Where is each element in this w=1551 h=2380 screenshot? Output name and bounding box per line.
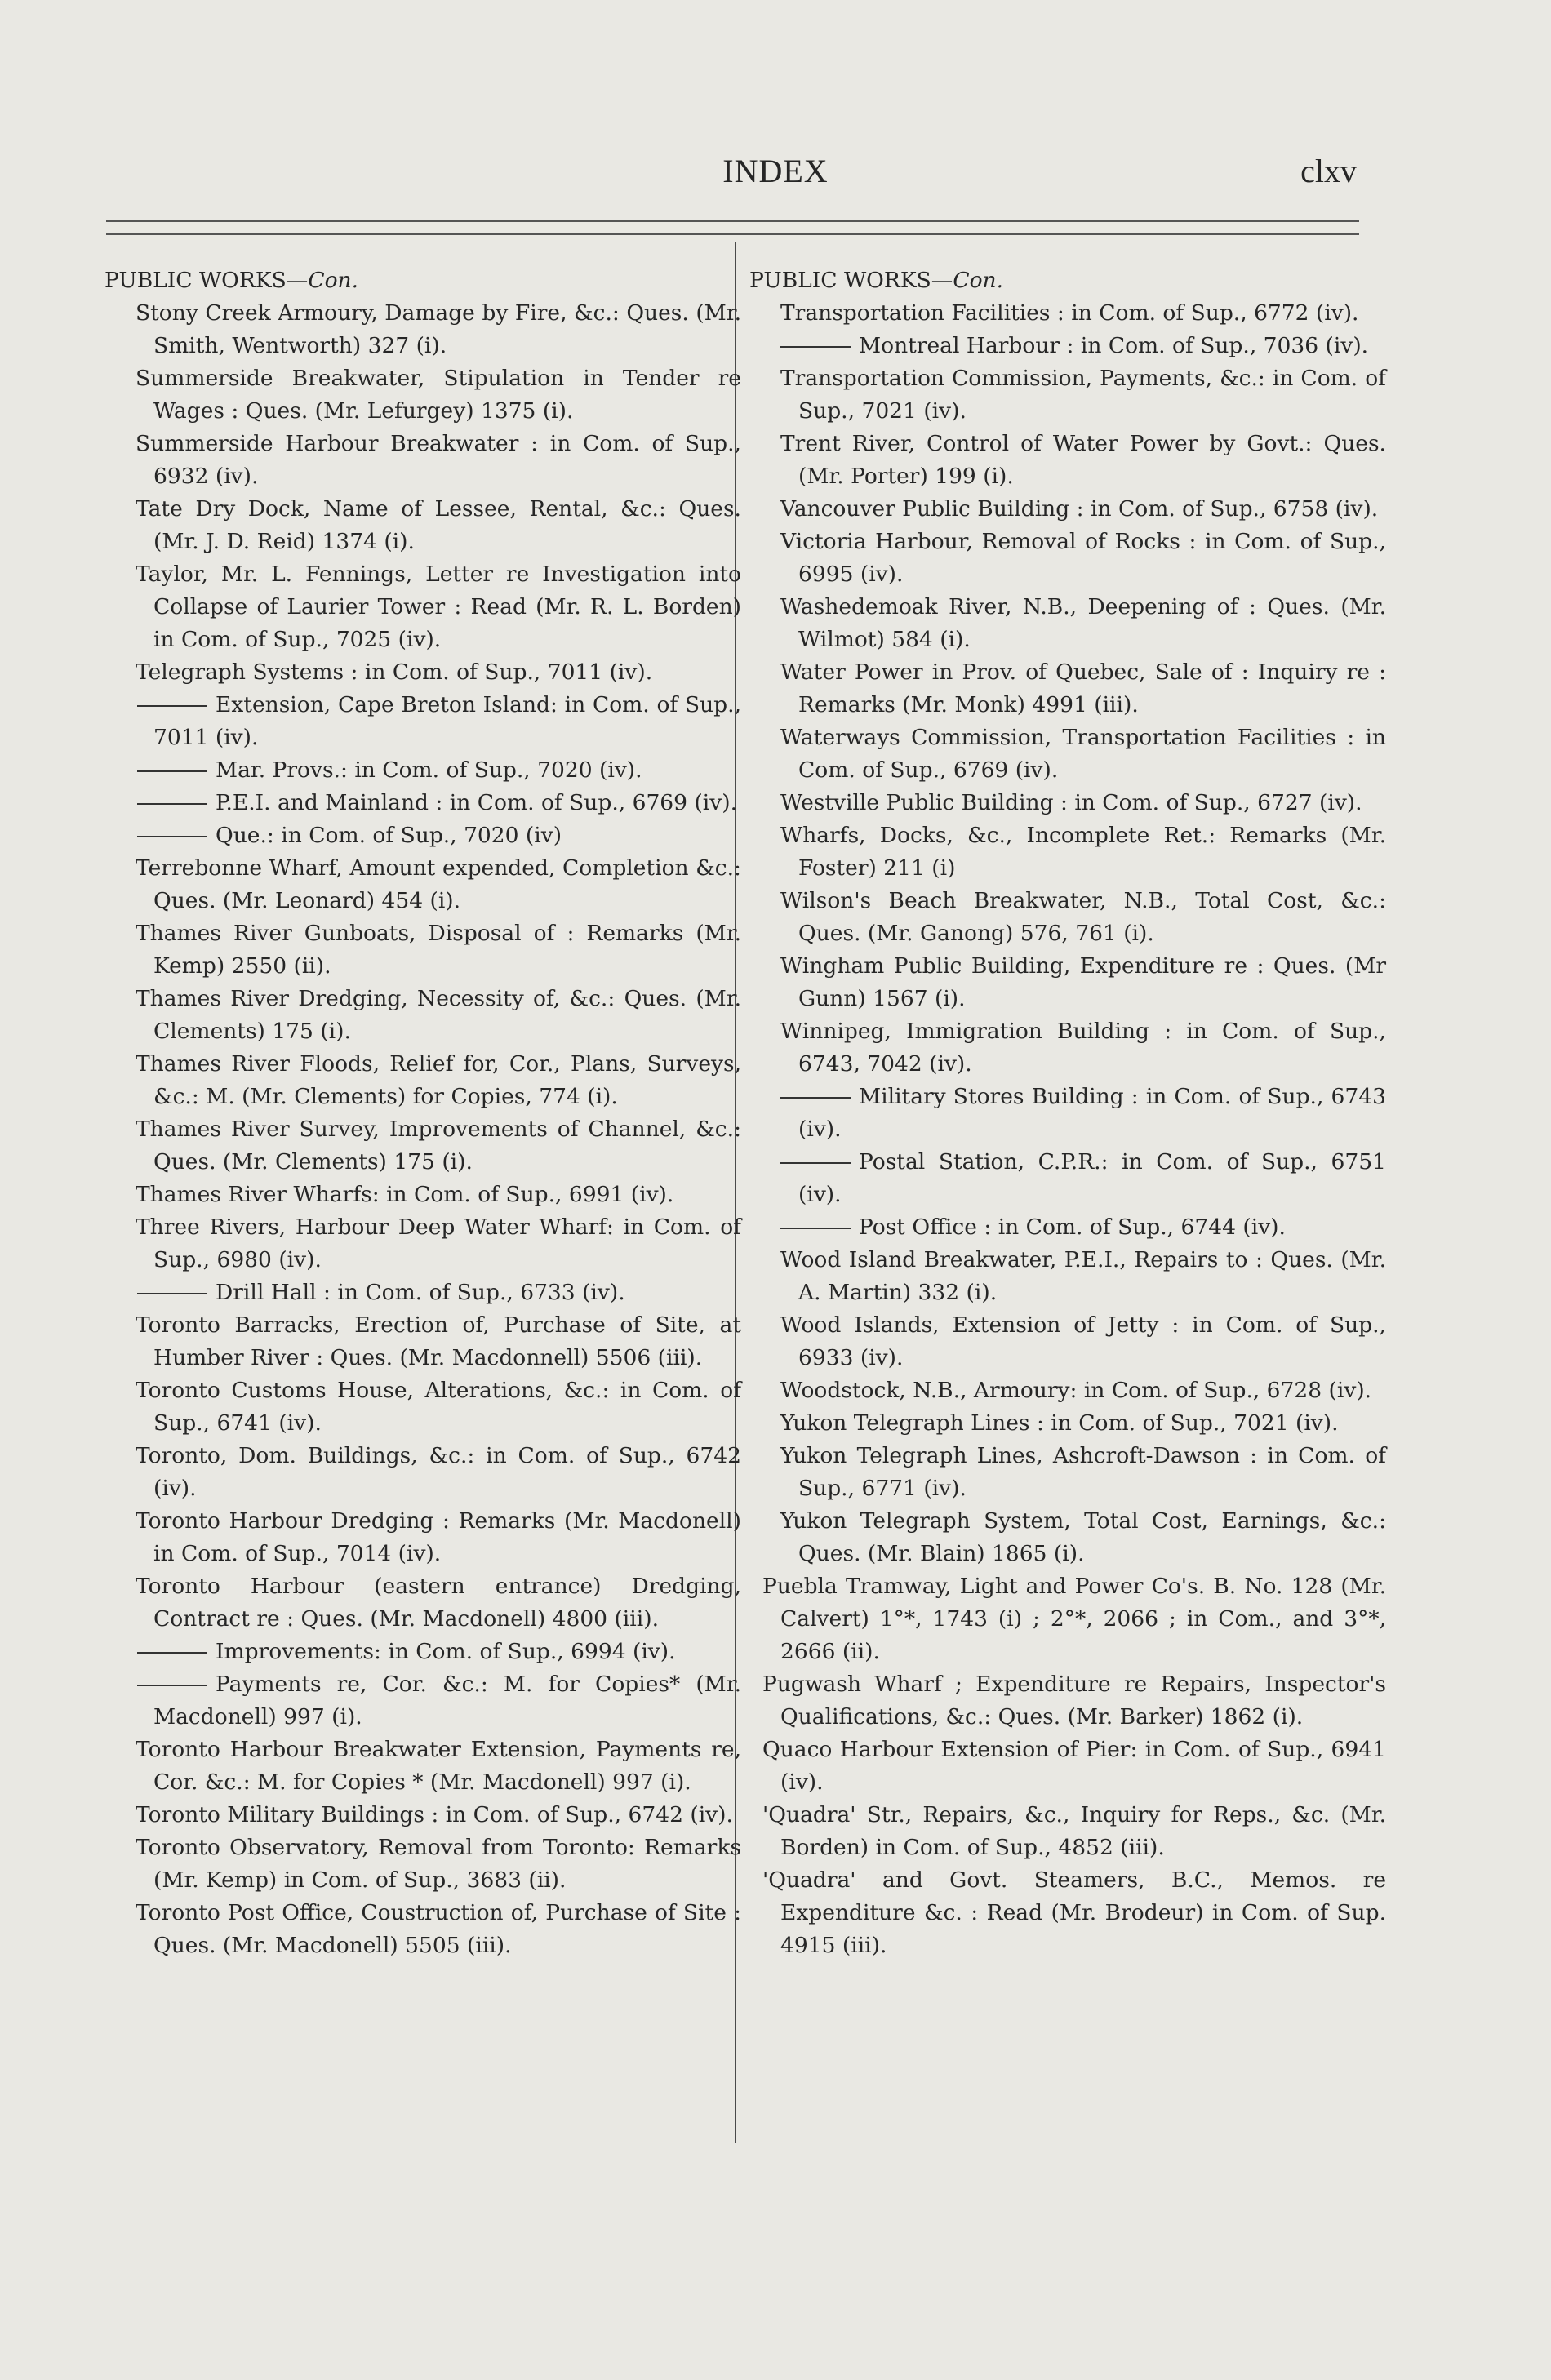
index-entry [749,656,1386,722]
index-entry-text: Summerside Breakwater, Stipulation in Tender re Wages : Ques. (Mr. Lefurgey) 1375 (i). [136,366,741,424]
heading-text: PUBLIC WORKS— [749,268,953,293]
index-entry [104,1309,741,1374]
index-entry-text: Pugwash Wharf ; Expenditure re Repairs, Inspector's Qualifications, &c.: Ques. (Mr. Barker) 1862 (i). [762,1672,1386,1729]
index-entry [104,1734,741,1799]
index-entry-text: Vancouver Public Building : in Com. of Sup., 6758 (iv). [780,496,1379,522]
section-heading [749,264,1386,297]
index-entry [749,819,1386,885]
index-entry-text: Toronto Post Office, Coustruction of, Purchase of Site : Ques. (Mr. Macdonell) 5505 (iii). [136,1900,741,1958]
index-entry-text: Puebla Tramway, Light and Power Co's. B. No. 128 (Mr. Calvert) 1°*, 1743 (i) ; 2°*, 2066 ; in Com., and 3°*, 2666 (ii). [762,1574,1386,1664]
index-entry-text: Telegraph Systems : in Com. of Sup., 7011 (iv). [136,659,653,685]
index-entry-text: Waterways Commission, Transportation Facilities : in Com. of Sup., 6769 (iv). [780,725,1386,783]
index-entry [749,1505,1386,1570]
left-entries [104,297,741,1962]
index-entry-text: Summerside Harbour Breakwater : in Com. of Sup., 6932 (iv). [136,431,741,489]
index-entry-text: Transportation Facilities : in Com. of Sup., 6772 (iv). [780,300,1359,326]
index-entry-text: Wharfs, Docks, &c., Incomplete Ret.: Remarks (Mr. Foster) 211 (i) [780,823,1386,881]
index-entry [104,1832,741,1897]
index-entry-text: Thames River Survey, Improvements of Channel, &c.: Ques. (Mr. Clements) 175 (i). [136,1117,741,1174]
index-entry-text: Winnipeg, Immigration Building : in Com. of Sup., 6743, 7042 (iv). [780,1019,1386,1077]
index-entry [104,1048,741,1113]
index-entry [749,722,1386,787]
index-entry [104,428,741,493]
continuation-dash [137,770,207,772]
index-entry [104,1179,741,1211]
continuation-dash [780,1162,851,1164]
index-entry-text: Three Rivers, Harbour Deep Water Wharf: in Com. of Sup., 6980 (iv). [136,1214,741,1272]
index-entry-text: Washedemoak River, N.B., Deepening of : Ques. (Mr. Wilmot) 584 (i). [780,594,1386,652]
index-entry [104,787,741,819]
index-entry [104,689,741,754]
index-entry-text: Tate Dry Dock, Name of Lessee, Rental, &c.: Ques. (Mr. J. D. Reid) 1374 (i). [136,496,741,554]
index-entry-text: Mar. Provs.: in Com. of Sup., 7020 (iv). [216,757,642,783]
continuation-dash [137,1652,207,1654]
index-entry [749,1015,1386,1081]
index-entry [749,787,1386,819]
index-entry [104,1374,741,1440]
index-entry [104,1570,741,1636]
index-entry-text: Terrebonne Wharf, Amount expended, Completion &c.: Ques. (Mr. Leonard) 454 (i). [136,855,741,913]
index-entry-text: P.E.I. and Mainland : in Com. of Sup., 6769 (iv). [216,790,738,815]
index-entry [104,362,741,428]
page-header [0,152,1551,201]
index-entry-text: Military Stores Building : in Com. of Sup., 6743 (iv). [798,1084,1386,1142]
index-entry-text: Westville Public Building : in Com. of Sup., 6727 (iv). [780,790,1362,815]
index-entry-text: Postal Station, C.P.R.: in Com. of Sup., 6751 (iv). [798,1149,1386,1207]
index-entry-text: Post Office : in Com. of Sup., 6744 (iv). [859,1214,1286,1240]
index-entry-text: Montreal Harbour : in Com. of Sup., 7036 (iv). [859,333,1369,358]
index-entry [749,591,1386,656]
index-entry [749,297,1386,330]
index-entry-text: Yukon Telegraph Lines : in Com. of Sup., 7021 (iv). [780,1410,1339,1436]
continuation-dash [137,705,207,707]
index-entry-text: Yukon Telegraph System, Total Cost, Earnings, &c.: Ques. (Mr. Blain) 1865 (i). [780,1508,1386,1566]
continuation-dash [137,1685,207,1686]
index-entry [749,428,1386,493]
index-entry [104,917,741,983]
index-entry-text: Toronto Harbour Dredging : Remarks (Mr. Macdonell) in Com. of Sup., 7014 (iv). [136,1508,741,1566]
index-entry-text: Toronto Military Buildings : in Com. of Sup., 6742 (iv). [136,1802,733,1827]
index-entry-text: Transportation Commission, Payments, &c.: in Com. of Sup., 7021 (iv). [780,366,1386,424]
index-entry-text: Thames River Dredging, Necessity of, &c.: Ques. (Mr. Clements) 175 (i). [136,986,741,1044]
index-entry [749,1244,1386,1309]
section-heading [104,264,741,297]
index-entry [104,1113,741,1179]
index-entry-text: Victoria Harbour, Removal of Rocks : in Com. of Sup., 6995 (iv). [780,529,1386,587]
index-entry [749,885,1386,950]
index-entry-text: Taylor, Mr. L. Fennings, Letter re Investigation into Collapse of Laurier Tower : Read (Mr. R. L. Borden) in Com. of Sup., 7025 (iv). [136,562,741,652]
index-entry-text: Wingham Public Building, Expenditure re : Ques. (Mr Gunn) 1567 (i). [780,953,1386,1011]
index-entry [104,493,741,558]
index-entry [104,754,741,787]
index-entry [104,558,741,656]
index-entry [749,1570,1386,1668]
page-title: INDEX [722,153,829,189]
index-entry [104,1668,741,1734]
index-entry [749,1309,1386,1374]
index-entry-text: 'Quadra' Str., Repairs, &c., Inquiry for Reps., &c. (Mr. Borden) in Com. of Sup., 4852 (iii). [762,1802,1386,1860]
index-entry [104,1505,741,1570]
index-entry [749,1668,1386,1734]
index-entry-text: Stony Creek Armoury, Damage by Fire, &c.: Ques. (Mr. Smith, Wentworth) 327 (i). [136,300,741,358]
index-entry [104,983,741,1048]
index-entry-text: Toronto Barracks, Erection of, Purchase of Site, at Humber River : Ques. (Mr. Macdonnell) 5506 (iii). [136,1312,741,1370]
index-entry [104,297,741,362]
index-entry [749,1081,1386,1146]
index-entry [104,852,741,917]
index-entry [749,1440,1386,1505]
index-entry-text: Toronto, Dom. Buildings, &c.: in Com. of Sup., 6742 (iv). [136,1443,741,1501]
index-entry [749,493,1386,526]
index-entry [749,1211,1386,1244]
index-entry-text: Yukon Telegraph Lines, Ashcroft-Dawson : in Com. of Sup., 6771 (iv). [780,1443,1386,1501]
continuation-dash [780,346,851,348]
index-entry-text: Improvements: in Com. of Sup., 6994 (iv). [216,1639,676,1664]
index-entry [104,1211,741,1277]
index-entry-text: Extension, Cape Breton Island: in Com. of Sup., 7011 (iv). [153,692,741,750]
index-entry-text: Thames River Gunboats, Disposal of : Remarks (Mr. Kemp) 2550 (ii). [136,921,741,979]
index-entry-text: Thames River Floods, Relief for, Cor., Plans, Surveys, &c.: M. (Mr. Clements) for Copies, 774 (i). [136,1051,741,1109]
header-rule [106,220,1359,235]
index-entry [749,1374,1386,1407]
heading-suffix: Con. [308,268,359,293]
page-number: clxv [1300,153,1357,189]
index-entry-text: Drill Hall : in Com. of Sup., 6733 (iv). [216,1280,625,1305]
continuation-dash [780,1097,851,1099]
index-entry [749,1799,1386,1864]
index-entry-text: Quaco Harbour Extension of Pier: in Com. of Sup., 6941 (iv). [762,1737,1386,1795]
index-entry [104,1277,741,1309]
index-entry-text: Wood Island Breakwater, P.E.I., Repairs to : Ques. (Mr. A. Martin) 332 (i). [780,1247,1386,1305]
index-entry [104,819,741,852]
heading-suffix: Con. [953,268,1004,293]
index-entry [104,1897,741,1962]
index-entry [749,950,1386,1015]
index-entry-text: Que.: in Com. of Sup., 7020 (iv) [216,823,562,848]
index-entry-text: Toronto Harbour (eastern entrance) Dredging, Contract re : Ques. (Mr. Macdonell) 4800 (iii). [136,1574,741,1632]
index-entry-text: 'Quadra' and Govt. Steamers, B.C., Memos. re Expenditure &c. : Read (Mr. Brodeur) in Com. of Sup. 4915 (iii). [762,1867,1386,1958]
index-entry-text: Toronto Observatory, Removal from Toronto: Remarks (Mr. Kemp) in Com. of Sup., 3683 (ii). [136,1835,741,1893]
heading-text: PUBLIC WORKS— [104,268,309,293]
index-entry [749,330,1386,362]
index-entry-text: Toronto Harbour Breakwater Extension, Payments re, Cor. &c.: M. for Copies * (Mr. Macdonell) 997 (i). [136,1737,741,1795]
index-entry [749,1734,1386,1799]
continuation-dash [137,803,207,805]
index-entry-text: Payments re, Cor. &c.: M. for Copies* (Mr. Macdonell) 997 (i). [153,1672,741,1729]
continuation-dash [137,836,207,837]
index-entry [749,1146,1386,1211]
right-column [749,264,1386,1962]
index-entry-text: Toronto Customs House, Alterations, &c.: in Com. of Sup., 6741 (iv). [136,1378,741,1436]
index-entry [104,1799,741,1832]
continuation-dash [780,1228,851,1229]
index-entry [104,656,741,689]
index-entry [749,1407,1386,1440]
index-entry-text: Wilson's Beach Breakwater, N.B., Total Cost, &c.: Ques. (Mr. Ganong) 576, 761 (i). [780,888,1386,946]
index-entry-text: Woodstock, N.B., Armoury: in Com. of Sup., 6728 (iv). [780,1378,1372,1403]
index-entry [104,1440,741,1505]
index-entry-text: Thames River Wharfs: in Com. of Sup., 6991 (iv). [136,1182,674,1207]
index-entry [749,362,1386,428]
right-entries [749,297,1386,1962]
index-entry-text: Trent River, Control of Water Power by Govt.: Ques. (Mr. Porter) 199 (i). [780,431,1386,489]
left-column [104,264,741,1962]
index-entry [104,1636,741,1668]
index-entry [749,1864,1386,1962]
index-entry-text: Water Power in Prov. of Quebec, Sale of : Inquiry re : Remarks (Mr. Monk) 4991 (iii). [780,659,1386,717]
index-entry-text: Wood Islands, Extension of Jetty : in Com. of Sup., 6933 (iv). [780,1312,1386,1370]
index-entry [749,526,1386,591]
continuation-dash [137,1293,207,1294]
